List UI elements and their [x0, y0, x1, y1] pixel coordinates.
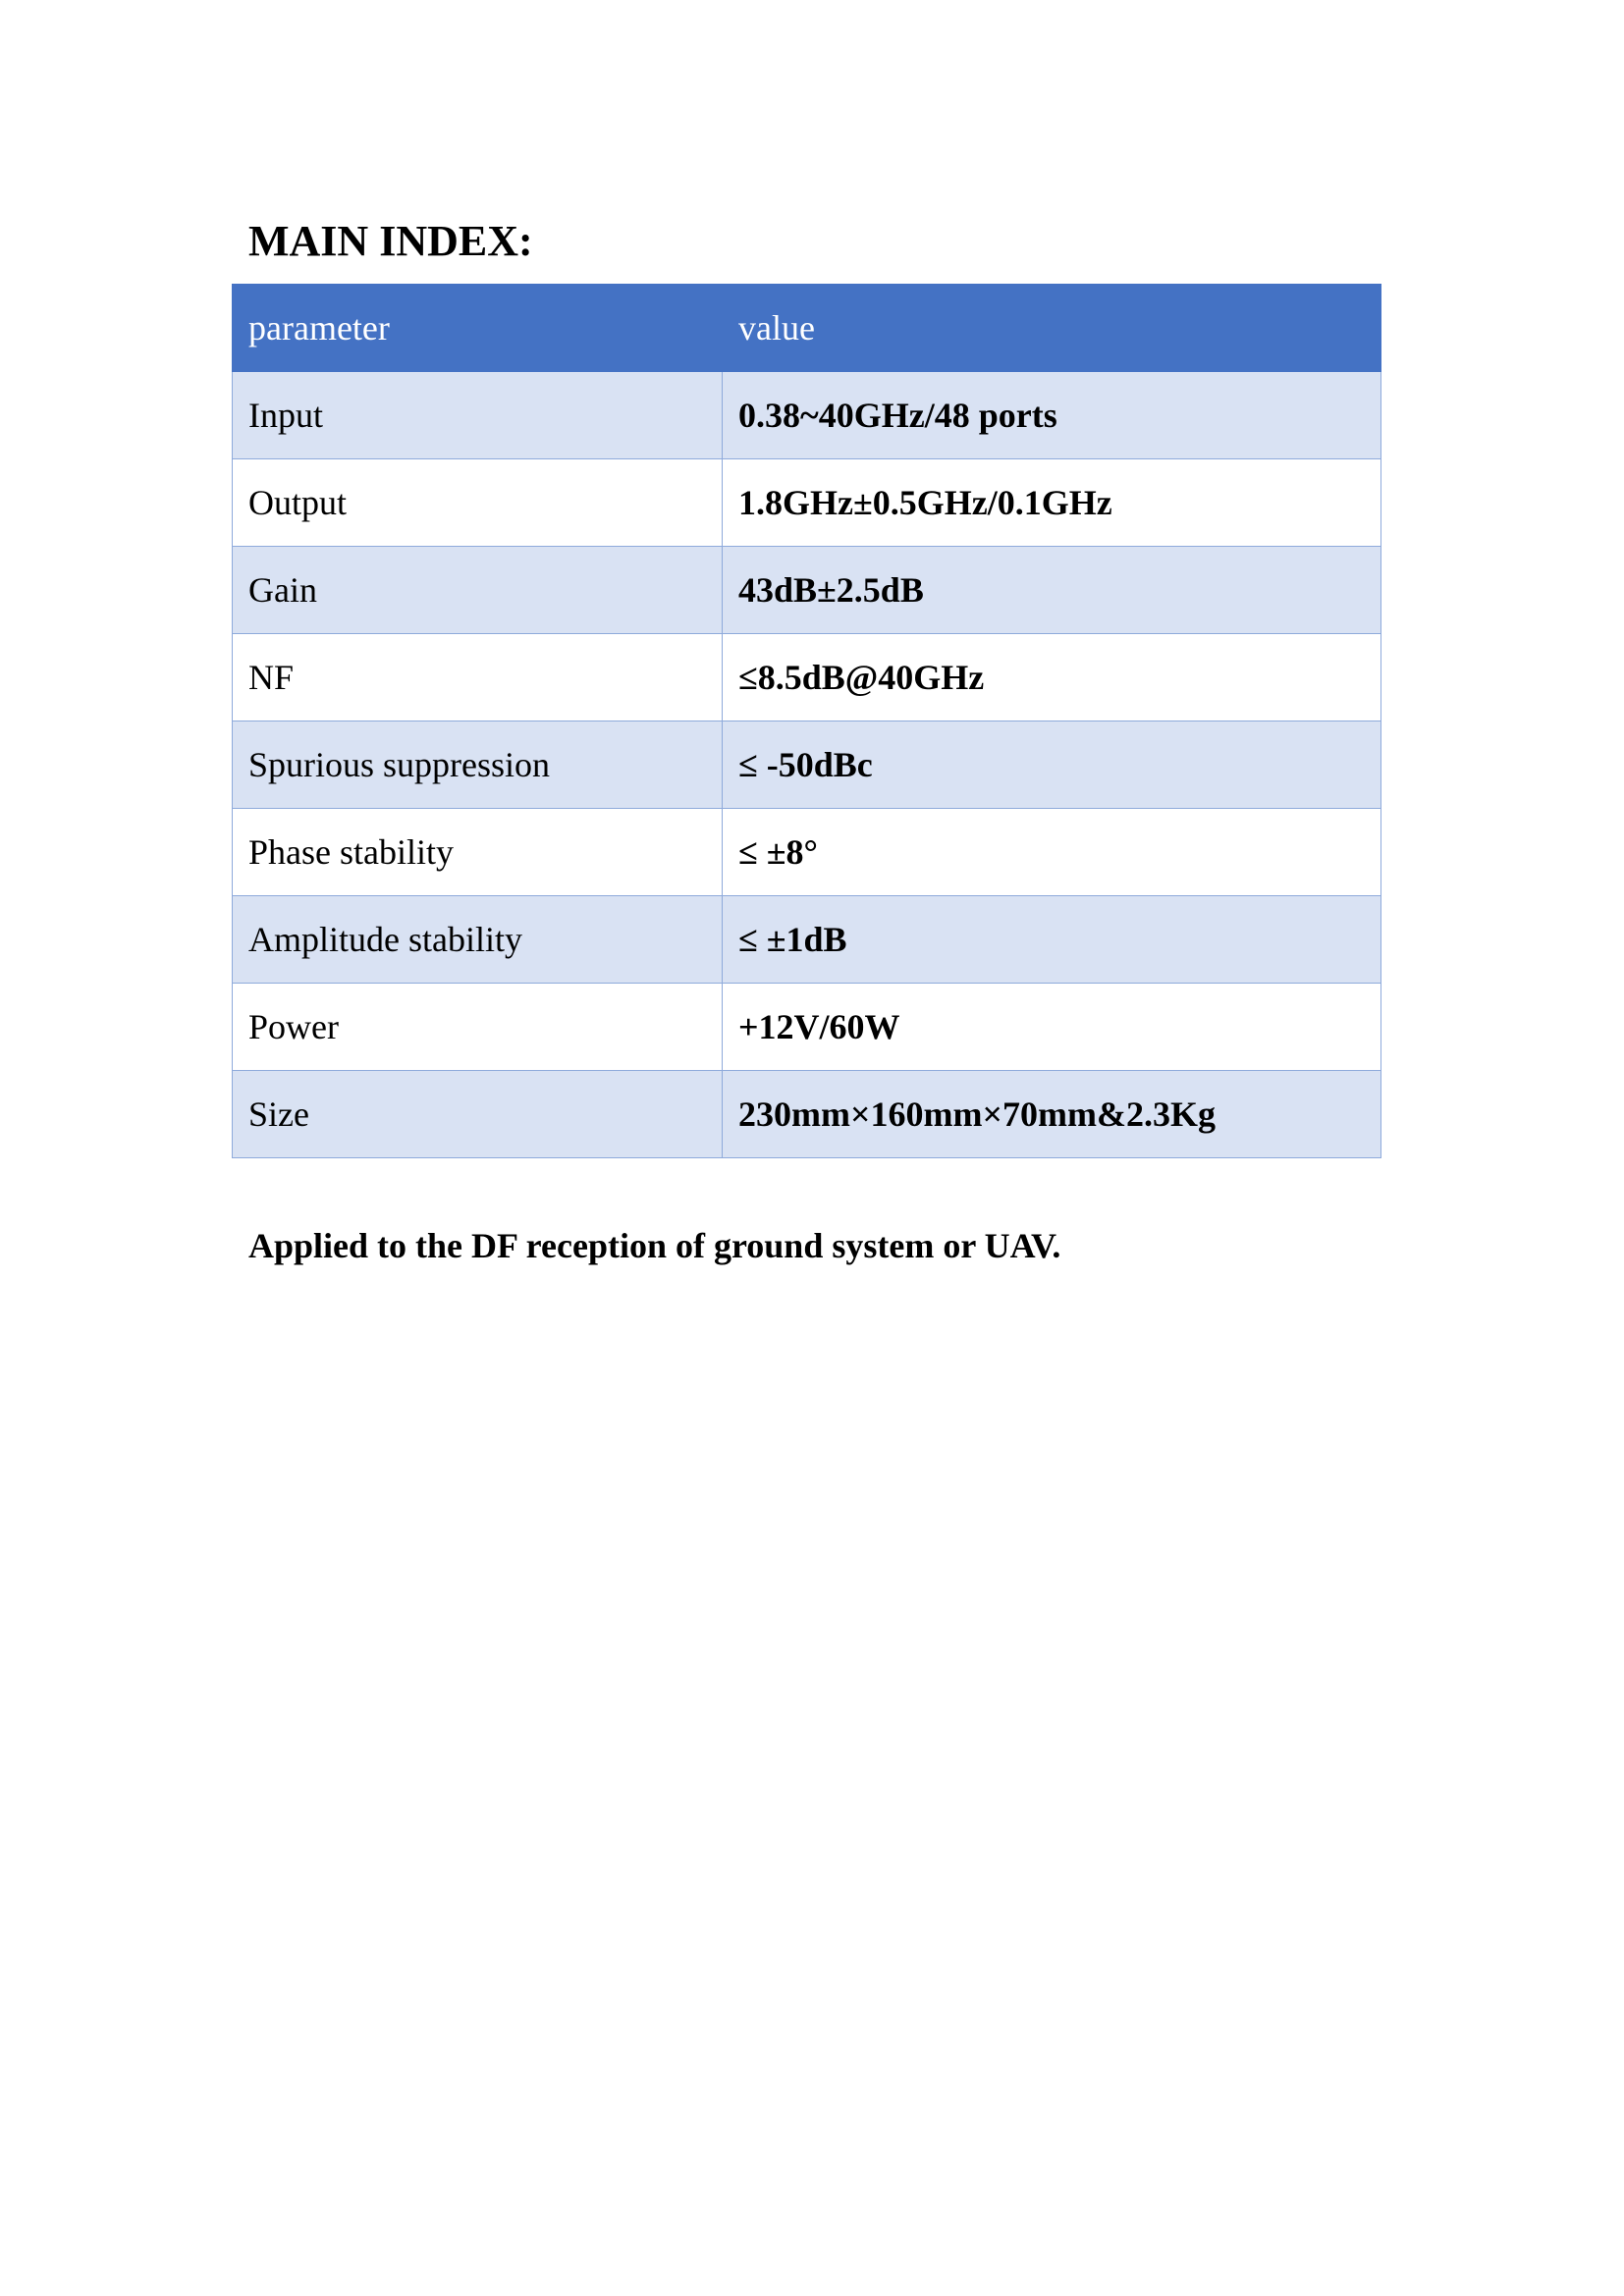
- param-cell: Size: [233, 1071, 723, 1158]
- value-cell: 230mm×160mm×70mm&2.3Kg: [723, 1071, 1381, 1158]
- value-cell: +12V/60W: [723, 984, 1381, 1071]
- table-row: [233, 896, 1381, 984]
- param-cell: Phase stability: [233, 809, 723, 896]
- page-heading: MAIN INDEX:: [248, 217, 533, 265]
- param-cell: NF: [233, 634, 723, 721]
- value-cell: ≤ -50dBc: [723, 721, 1381, 809]
- table-row: [233, 984, 1381, 1071]
- param-cell: Output: [233, 459, 723, 547]
- param-cell: Power: [233, 984, 723, 1071]
- header-parameter: parameter: [233, 285, 723, 372]
- table-row: [233, 809, 1381, 896]
- param-cell: Spurious suppression: [233, 721, 723, 809]
- application-note: Applied to the DF reception of ground system or UAV.: [248, 1226, 1061, 1265]
- param-cell: Amplitude stability: [233, 896, 723, 984]
- value-cell: ≤8.5dB@40GHz: [723, 634, 1381, 721]
- table-row: [233, 547, 1381, 634]
- param-cell: Input: [233, 372, 723, 459]
- value-cell: 43dB±2.5dB: [723, 547, 1381, 634]
- header-value: value: [723, 285, 1381, 372]
- spec-table: [232, 284, 1381, 1158]
- table-row: [233, 1071, 1381, 1158]
- value-cell: ≤ ±8°: [723, 809, 1381, 896]
- table-row: [233, 721, 1381, 809]
- table-row: [233, 372, 1381, 459]
- param-cell: Gain: [233, 547, 723, 634]
- table-row: [233, 459, 1381, 547]
- value-cell: 0.38~40GHz/48 ports: [723, 372, 1381, 459]
- table-row: [233, 634, 1381, 721]
- table-header-row: [233, 285, 1381, 372]
- value-cell: ≤ ±1dB: [723, 896, 1381, 984]
- value-cell: 1.8GHz±0.5GHz/0.1GHz: [723, 459, 1381, 547]
